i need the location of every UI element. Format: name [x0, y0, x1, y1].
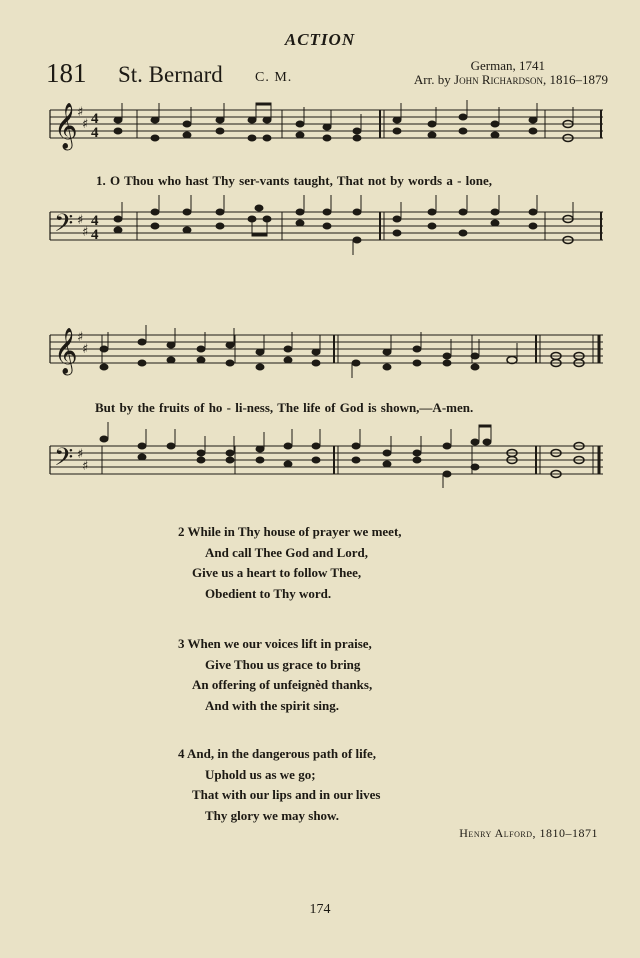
stanza-line: An offering of unfeignèd thanks,: [192, 677, 373, 692]
svg-text:4: 4: [91, 111, 99, 127]
stanza-line: And with the spirit sing.: [205, 697, 339, 713]
svg-text:♯: ♯: [82, 342, 89, 357]
composer-dates: , 1816–1879: [543, 72, 608, 87]
stanza-line: Obedient to Thy word.: [205, 585, 332, 601]
composer-line-2: [368, 72, 608, 88]
svg-text:♯: ♯: [82, 225, 89, 240]
composer-name: John Richardson: [454, 72, 543, 87]
svg-text:♯: ♯: [77, 105, 84, 120]
bass-clef-icon: 𝄢: [54, 443, 74, 478]
treble-staff-2: [50, 335, 603, 363]
stanza-2: [178, 522, 402, 604]
treble-notes-1: [114, 100, 573, 142]
svg-text:♯: ♯: [77, 447, 84, 462]
section-heading: ACTION: [284, 30, 356, 49]
text-author: Henry Alford, 1810–1871: [459, 826, 598, 840]
stanza-line: Give us a heart to follow Thee,: [192, 565, 362, 580]
stanza-line: And call Thee God and Lord,: [205, 544, 369, 560]
key-signature-icon: [77, 330, 88, 474]
svg-text:4: 4: [91, 213, 99, 229]
bass-staff-2: [50, 446, 603, 474]
stanza-4: [178, 744, 380, 826]
page-number: 174: [309, 902, 331, 917]
hymn-number: 181: [46, 58, 87, 88]
key-signature-icon: [77, 105, 88, 240]
svg-text:♯: ♯: [82, 117, 89, 132]
composer-prefix: Arr. by: [413, 72, 451, 87]
svg-text:4: 4: [91, 125, 99, 141]
lyric-line-1: 1. O Thou who hast Thy ser-vants taught, That not by words a - lone,: [96, 173, 493, 188]
stanza-line: 2 While in Thy house of prayer we meet,: [178, 524, 402, 539]
meter: C. M.: [255, 70, 293, 85]
stanza-line: Give Thou us grace to bring: [205, 656, 361, 672]
tune-name: St. Bernard: [118, 62, 223, 87]
bass-notes-2: [100, 422, 584, 488]
svg-text:♯: ♯: [77, 330, 84, 345]
stanza-line: 3 When we our voices lift in praise,: [178, 636, 372, 651]
lyric-line-2: But by the fruits of ho - li-ness, The life of God is shown,—A-men.: [95, 400, 474, 415]
stanza-line: That with our lips and in our lives: [192, 787, 381, 802]
composer-line-1: German, 1741: [470, 58, 545, 73]
stanza-3: [178, 634, 372, 716]
bass-notes-1: [114, 195, 573, 255]
svg-text:4: 4: [91, 227, 99, 243]
svg-text:♯: ♯: [82, 459, 89, 474]
treble-notes-2: [100, 325, 584, 378]
stanza-line: Thy glory we may show.: [205, 807, 339, 823]
treble-clef-icon: 𝄞: [54, 328, 78, 374]
treble-clef-icon: 𝄞: [54, 103, 78, 149]
stanza-line: Uphold us as we go;: [205, 766, 316, 782]
bass-clef-icon: 𝄢: [54, 209, 74, 244]
stanza-line: 4 And, in the dangerous path of life,: [178, 746, 377, 761]
svg-text:♯: ♯: [77, 213, 84, 228]
